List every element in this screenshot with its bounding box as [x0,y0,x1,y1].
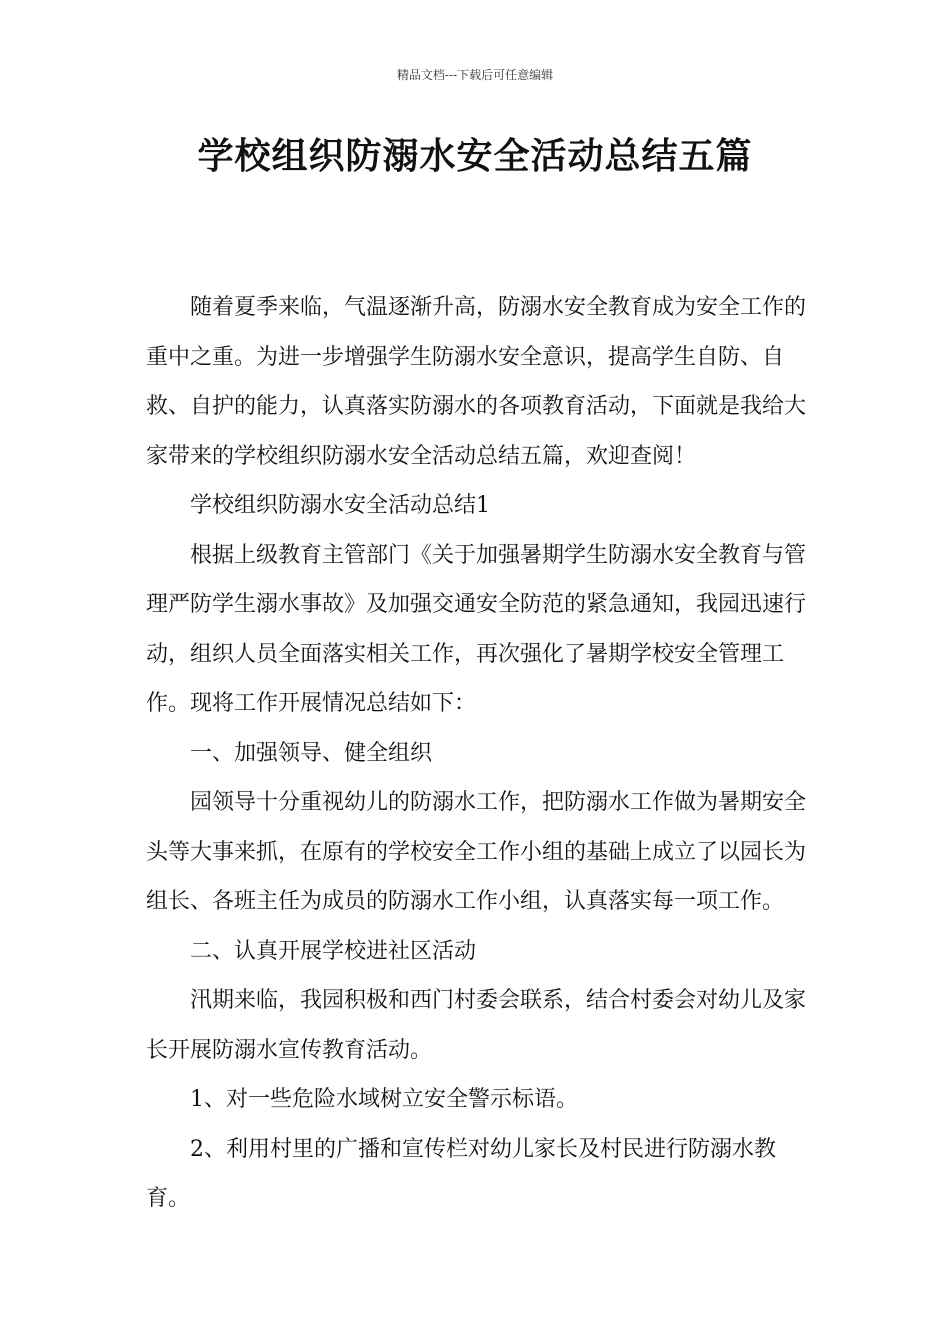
subheading-community-activity: 二、认真开展学校进社区活动 [190,938,477,964]
document-body [146,283,816,1224]
section-heading-summary-1: 学校组织防溺水安全活动总结1 [190,493,490,518]
body-paragraph: 园领导十分重视幼儿的防溺水工作，把防溺水工作做为暑期安全头等大事来抓，在原有的学校安全工作小组的基础上成立了以园长为组长、各班主任为成员的防溺水工作小组，认真落实每一项工作。 [146,790,807,914]
intro-paragraph: 随着夏季来临，气温逐渐升高，防溺水安全教育成为安全工作的重中之重。为进一步增强学生防溺水安全意识，提高学生自防、自救、自护的能力，认真落实防溺水的各项教育活动，下面就是我给大家带来的学校组织防溺水安全活动总结五篇，欢迎查阅！ [146,295,807,469]
document-title: 学校组织防溺水安全活动总结五篇 [197,136,753,177]
list-item: 1、对一些危险水域树立安全警示标语。 [190,1087,578,1112]
body-paragraph: 根据上级教育主管部门《关于加强暑期学生防溺水安全教育与管理严防学生溺水事故》及加强交通安全防范的紧急通知，我园迅速行动，组织人员全面落实相关工作，再次强化了暑期学校安全管理工作。现将工作开展情况总结如下： [146,542,807,716]
subheading-leadership: 一、加强领导、健全组织 [190,740,433,766]
page-header-note: 精品文档---下载后可任意编辑 [396,68,554,82]
body-paragraph: 汛期来临，我园积极和西门村委会联系，结合村委会对幼儿及家长开展防溺水宣传教育活动。 [146,988,807,1063]
list-item: 2、利用村里的广播和宣传栏对幼儿家长及村民进行防溺水教育。 [146,1136,776,1211]
